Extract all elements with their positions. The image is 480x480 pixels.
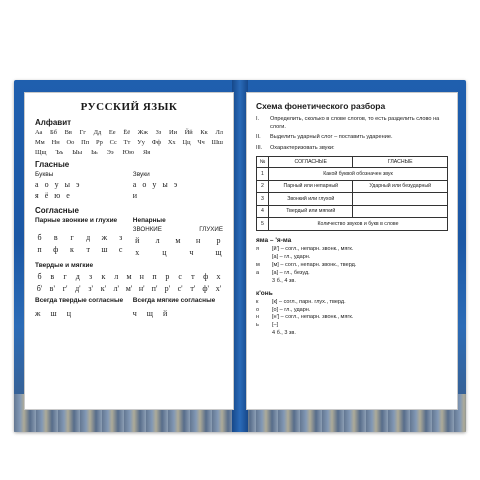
- alphabet-letter: Цц: [182, 139, 191, 146]
- step-item: [256, 145, 448, 153]
- step-item: [256, 116, 448, 131]
- alphabet-letter: Шш: [211, 139, 223, 146]
- consonant-letter: в: [53, 233, 58, 242]
- table-cell: Количество звуков и букв в слове: [269, 218, 448, 231]
- vowel-sound: э: [173, 180, 178, 189]
- example-lines: [256, 299, 448, 339]
- scheme-table: [256, 156, 448, 231]
- example-line: [256, 262, 448, 270]
- letters-label: Буквы: [35, 171, 54, 178]
- scheme-title: Схема фонетического разбора: [256, 101, 386, 111]
- soft-consonant: п': [151, 284, 158, 293]
- vowel-letter: ы: [64, 180, 70, 189]
- soft-consonant: с': [177, 284, 183, 293]
- vowel-letter: а: [35, 180, 39, 189]
- alphabet-letter: Юю: [122, 149, 134, 156]
- hard-consonant: г: [63, 272, 67, 281]
- vowel-letter: о: [44, 180, 49, 189]
- page-title: РУССКИЙ ЯЗЫК: [80, 101, 178, 113]
- consonant-letter: з: [119, 233, 123, 242]
- alphabet-letter: Кк: [200, 129, 208, 136]
- alphabet-letter: Ыы: [72, 149, 83, 156]
- vowel-letter: е: [66, 191, 70, 200]
- always-soft-label: Всегда мягкие согласные: [132, 297, 216, 304]
- table-cell-number: 1: [257, 168, 269, 181]
- alphabet-letter: Рр: [96, 139, 103, 146]
- consonant-letter: л: [155, 236, 160, 245]
- table-header: ГЛАСНЫЕ: [353, 157, 448, 168]
- voiced-label: ЗВОНКИЕ: [132, 226, 162, 233]
- alphabet-letter: Ээ: [106, 149, 114, 156]
- hard-consonant: б: [37, 272, 42, 281]
- always-hard-letter: ж: [35, 309, 41, 318]
- vowel-letters-row: [35, 180, 125, 189]
- example-letter: м: [256, 261, 260, 268]
- vowel-sounds-row: [133, 180, 223, 189]
- soft-consonant: т': [190, 284, 196, 293]
- alphabet-letter: Бб: [50, 129, 57, 136]
- alphabet-letter: Оо: [66, 139, 75, 146]
- consonant-letter: ф: [53, 245, 59, 254]
- example-description: [м] – согл., непарн. звонк., тверд.: [272, 261, 357, 268]
- alphabet-letter: Жж: [137, 129, 148, 136]
- consonant-letter: с: [118, 245, 123, 254]
- alphabet-letter: Йй: [184, 129, 193, 136]
- unpaired-row: [133, 248, 223, 257]
- consonant-letter: н: [196, 236, 201, 245]
- vowel-sounds-row: [133, 191, 223, 200]
- soft-consonant: б': [36, 284, 43, 293]
- example-description: [н'] – согл., непарн. звонк., мягк.: [272, 314, 354, 321]
- consonant-letter: щ: [215, 248, 222, 257]
- vowel-letters-row: [35, 191, 125, 200]
- alphabet-letter: Ёё: [123, 129, 131, 136]
- soft-consonant: р': [164, 284, 171, 293]
- example-word: к'онь: [256, 289, 273, 297]
- alphabet-letter: Нн: [51, 139, 60, 146]
- vowels-heading: Гласные: [35, 160, 70, 169]
- table-header: №: [257, 157, 269, 168]
- soft-consonant: н': [138, 284, 145, 293]
- hard-consonant: в: [50, 272, 55, 281]
- soft-consonant: к': [100, 284, 107, 293]
- table-header-row: [257, 157, 448, 168]
- example-line: [256, 278, 448, 286]
- vowel-letter: э: [75, 180, 80, 189]
- alphabet-letter: Фф: [151, 139, 161, 146]
- vowel-sound: у: [152, 180, 157, 189]
- example-line: [256, 307, 448, 315]
- vowel-letter: ё: [44, 191, 49, 200]
- table-row: [257, 218, 448, 231]
- step-text: Охарактеризовать звуки:: [270, 144, 335, 151]
- alphabet-letter: Вв: [64, 129, 72, 136]
- paired-voiced-row: [35, 233, 125, 242]
- vowels-block: [35, 171, 223, 202]
- table-cell: Какой буквой обозначен звук: [269, 168, 448, 181]
- always-hard-letter: ш: [50, 309, 57, 318]
- table-cell: Твердый или мягкий: [269, 205, 353, 218]
- soft-consonant: л': [113, 284, 119, 293]
- table-cell: Ударный или безударный: [353, 180, 448, 193]
- right-page: [246, 92, 458, 410]
- hard-consonant: к: [101, 272, 106, 281]
- alphabet-letter: Хх: [167, 139, 176, 146]
- hard-consonants-row: [35, 272, 223, 281]
- example-description: [о] – гл., ударн.: [272, 306, 311, 313]
- example-lines: [256, 246, 448, 286]
- table-cell-number: 3: [257, 193, 269, 206]
- voiceless-label: ГЛУХИЕ: [199, 226, 223, 233]
- table-header: СОГЛАСНЫЕ: [269, 157, 353, 168]
- table-cell: [353, 205, 448, 218]
- always-hard-label: Всегда твердые согласные: [35, 297, 124, 304]
- soft-consonant: д': [75, 284, 81, 293]
- example-letter: о: [256, 306, 260, 313]
- alphabet-letter: Тт: [123, 139, 131, 146]
- example-letter: [256, 254, 272, 262]
- alphabet-letter: Пп: [81, 139, 90, 146]
- example-line: [256, 246, 448, 254]
- always-soft-letter: щ: [146, 309, 153, 318]
- alphabet-letter: Зз: [155, 129, 162, 136]
- always-hard-letter: ц: [66, 309, 71, 318]
- hard-consonant: н: [139, 272, 144, 281]
- table-cell: Парный или непарный: [269, 180, 353, 193]
- table-row: [257, 205, 448, 218]
- consonants-heading: Согласные: [35, 206, 79, 215]
- table-row: [257, 168, 448, 181]
- hard-consonant: м: [126, 272, 132, 281]
- unpaired-label: Непарные: [132, 217, 166, 224]
- example-line: [256, 314, 448, 322]
- example-line: [256, 254, 448, 262]
- alphabet-letter: Лл: [215, 129, 223, 136]
- hard-consonant: д: [75, 272, 80, 281]
- hard-consonant: з: [89, 272, 93, 281]
- table-cell: Звонкий или глухой: [269, 193, 353, 206]
- unpaired-row: [133, 236, 223, 245]
- paired-voiceless-row: [35, 245, 125, 254]
- alphabet-row: [35, 139, 223, 146]
- consonant-letter: м: [175, 236, 181, 245]
- soft-consonant: в': [49, 284, 55, 293]
- soft-consonants-row: [35, 284, 223, 293]
- soft-consonant: х': [215, 284, 222, 293]
- example-letter: н: [256, 314, 260, 321]
- hard-consonant: с: [178, 272, 182, 281]
- vowel-letter: я: [35, 191, 39, 200]
- consonant-letter: ц: [162, 248, 167, 257]
- consonant-letter: б: [37, 233, 42, 242]
- sounds-label: Звуки: [132, 171, 150, 178]
- always-soft-row: [133, 309, 223, 318]
- alphabet-block: [35, 129, 223, 156]
- example-line: [256, 330, 448, 338]
- alphabet-letter: Аа: [35, 129, 43, 136]
- alphabet-letter: Щщ: [35, 149, 47, 156]
- always-soft-letter: й: [162, 309, 168, 318]
- consonant-letter: т: [86, 245, 90, 254]
- vowel-sound: и: [132, 191, 138, 200]
- always-hard-row: [35, 309, 125, 318]
- alphabet-row: [35, 129, 223, 136]
- hard-consonant: п: [152, 272, 157, 281]
- step-number: II.: [256, 134, 261, 141]
- step-number: I.: [256, 116, 260, 122]
- consonant-letter: г: [70, 233, 74, 242]
- hard-consonant: л: [114, 272, 119, 281]
- hard-consonant: р: [165, 272, 170, 281]
- paired-label: Парные звонкие и глухие: [35, 217, 118, 224]
- example-letter: к: [256, 298, 259, 305]
- alphabet-heading: Алфавит: [35, 118, 72, 127]
- alphabet-letter: Ее: [108, 129, 116, 136]
- table-cell-number: 5: [257, 218, 269, 231]
- step-number: III.: [256, 144, 263, 151]
- alphabet-letter: Гг: [79, 129, 86, 136]
- alphabet-letter: Мм: [35, 139, 45, 146]
- alphabet-letter: Ии: [168, 129, 178, 136]
- table-cell-number: 4: [257, 205, 269, 218]
- example-line: [256, 270, 448, 278]
- alphabet-row: [35, 149, 223, 156]
- example-line: [256, 322, 448, 330]
- voicing-labels: [133, 226, 223, 233]
- alphabet-letter: Сс: [109, 139, 117, 146]
- step-text: Определить, сколько в слове слогов, то есть разделить слово на слоги.: [270, 116, 440, 130]
- example-letter: [256, 278, 272, 286]
- hard-consonant: т: [191, 272, 195, 281]
- example-description: [й'] – согл., непарн. звонк., мягк.: [272, 245, 354, 252]
- alphabet-letter: Яя: [142, 149, 151, 156]
- vowel-sound: а: [132, 180, 137, 189]
- table-cell-number: 2: [257, 180, 269, 193]
- vowel-sound: о: [142, 180, 147, 189]
- example-description: 4 б., 3 зв.: [272, 330, 296, 337]
- example-description: [–]: [272, 322, 279, 329]
- example-description: [к] – согл., парн. глух., тверд.: [272, 298, 346, 305]
- table-cell: [353, 193, 448, 206]
- consonant-letter: р: [216, 236, 221, 245]
- consonant-letter: ч: [189, 248, 194, 257]
- consonant-letter: й: [135, 236, 140, 245]
- example-letter: [256, 330, 272, 338]
- hard-consonant: ф: [203, 272, 209, 281]
- vowel-sound: ы: [162, 180, 168, 189]
- example-letter: я: [256, 245, 259, 252]
- alphabet-letter: Ьь: [91, 149, 98, 156]
- consonant-letter: ш: [101, 245, 108, 254]
- step-text: Выделить ударный слог – поставить ударение.: [270, 134, 393, 141]
- soft-consonant: ф': [202, 284, 209, 293]
- example-description: 3 б., 4 зв.: [272, 277, 296, 284]
- consonant-letter: к: [70, 245, 74, 254]
- example-description: [а] – гл., ударн.: [272, 253, 311, 260]
- alphabet-letter: Дд: [93, 129, 102, 136]
- hard-soft-label: Твердые и мягкие: [35, 262, 94, 269]
- soft-consonant: з': [88, 284, 93, 293]
- example-line: [256, 299, 448, 307]
- consonants-block: [35, 217, 223, 260]
- alphabet-letter: Ъъ: [55, 149, 64, 156]
- soft-consonant: м': [125, 284, 133, 293]
- consonant-letter: ж: [101, 233, 108, 242]
- left-page: [24, 92, 234, 410]
- vowel-letter: у: [54, 180, 59, 189]
- consonant-letter: п: [37, 245, 42, 254]
- example-letter: ь: [256, 322, 259, 329]
- step-item: [256, 134, 448, 142]
- consonant-letter: д: [86, 233, 91, 242]
- always-block: [35, 297, 223, 320]
- soft-consonant: г': [62, 284, 68, 293]
- vowel-letter: ю: [54, 191, 61, 200]
- example-word: яма – 'я-ма: [256, 236, 292, 244]
- example-letter: а: [256, 269, 260, 276]
- table-row: [257, 180, 448, 193]
- hard-consonant: х: [216, 272, 221, 281]
- alphabet-letter: Уу: [137, 139, 145, 146]
- table-row: [257, 193, 448, 206]
- consonant-letter: х: [135, 248, 140, 257]
- steps-list: [256, 116, 448, 152]
- always-soft-letter: ч: [132, 309, 137, 318]
- example-description: [а] – гл., безуд.: [272, 269, 310, 276]
- alphabet-letter: Чч: [197, 139, 205, 146]
